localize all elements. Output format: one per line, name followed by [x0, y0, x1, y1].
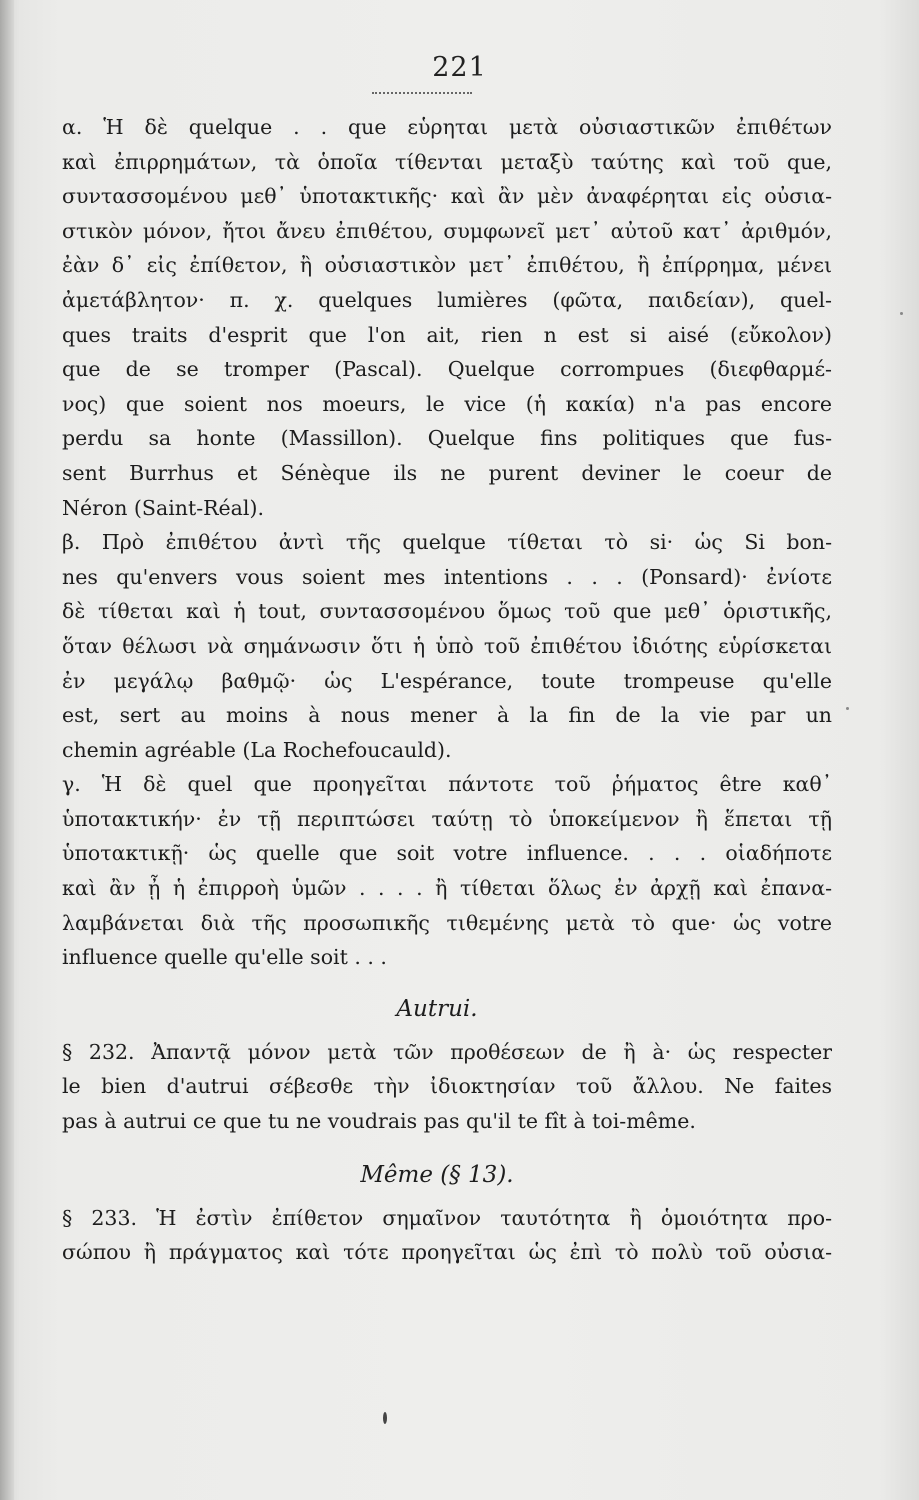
section-heading-meme: Même (§ 13).	[360, 1161, 514, 1188]
text-line: γ. Ἡ δὲ quel que προηγεῖται πάντοτε τοῦ ῥήματος être καθ᾽	[62, 772, 832, 797]
text-line: δὲ τίθεται καὶ ἡ tout, συντασσομένου ὅμως τοῦ que μεθ᾽ ὁριστικῆς,	[62, 599, 832, 624]
text-line: ὑποτακτικῇ· ὡς quelle que soit votre influence. . . . οἱαδήποτε	[62, 841, 832, 866]
text-line: ἐὰν δ᾽ εἰς ἐπίθετον, ἢ οὐσιαστικὸν μετ᾽ ἐπιθέτου, ἢ ἐπίρρημα, μένει	[62, 253, 832, 278]
text-line: ὅταν θέλωσι νὰ σημάνωσιν ὅτι ἡ ὑπὸ τοῦ ἐπιθέτου ἰδιότης εὑρίσκεται	[62, 633, 832, 658]
text-line: καὶ ἂν ᾖ ἡ ἐπιρροὴ ὑμῶν . . . . ἢ τίθεται ὅλως ἐν ἀρχῇ καὶ ἐπανα-	[62, 876, 832, 901]
text-line: λαμβάνεται διὰ τῆς προσωπικῆς τιθεμένης μετὰ τὸ que· ὡς votre	[62, 910, 832, 935]
text-line: sent Burrhus et Sénèque ils ne purent deviner le coeur de	[62, 460, 832, 485]
page-spine-shadow	[0, 0, 14, 1500]
text-line: καὶ ἐπιρρημάτων, τὰ ὁποῖα τίθενται μεταξὺ ταύτης καὶ τοῦ que,	[62, 149, 832, 174]
text-line: influence quelle qu'elle soit . . .	[62, 945, 387, 970]
page-number: 221	[432, 52, 487, 83]
text-line: σώπου ἢ πράγματος καὶ τότε προηγεῖται ὡς ἐπὶ τὸ πολὺ τοῦ οὐσια-	[62, 1240, 832, 1265]
text-line: συντασσομένου μεθ᾽ ὑποτακτικῆς· καὶ ἂν μὲν ἀναφέρηται εἰς οὐσια-	[62, 184, 832, 209]
page-body	[62, 110, 832, 1270]
text-line: νος) que soient nos moeurs, le vice (ἡ κακία) n'a pas encore	[62, 391, 832, 416]
text-line: α. Ἡ δὲ quelque . . que εὑρηται μετὰ οὐσιαστικῶν ἐπιθέτων	[62, 115, 832, 139]
text-line: perdu sa honte (Massillon). Quelque fins politiques que fus-	[62, 426, 832, 451]
text-line: β. Πρὸ ἐπιθέτου ἀντὶ τῆς quelque τίθεται τὸ si· ὡς Si bon-	[62, 530, 832, 555]
ink-speck	[900, 312, 903, 315]
text-line: est, sert au moins à nous mener à la fin de la vie par un	[62, 703, 832, 728]
page-number-rule	[372, 92, 472, 94]
text-line: nes qu'envers vous soient mes intentions . . . (Ponsard)· ἐνίοτε	[62, 564, 832, 589]
text-line: ἀμετάβλητον· π. χ. quelques lumières (φῶτα, παιδείαν), quel-	[62, 287, 832, 312]
text-line: pas à autrui ce que tu ne voudrais pas qu'il te fît à toi-même.	[62, 1109, 696, 1134]
text-line: Néron (Saint-Réal).	[62, 495, 264, 520]
ink-speck	[383, 1412, 387, 1424]
section-heading-autrui: Autrui.	[396, 995, 478, 1022]
text-line: que de se tromper (Pascal). Quelque corrompues (διεφθαρμέ-	[62, 357, 832, 382]
text-line: § 233. Ἡ ἐστὶν ἐπίθετον σημαῖνον ταυτότητα ἢ ὁμοιότητα προ-	[62, 1205, 832, 1230]
ink-speck	[846, 707, 849, 710]
text-line: ὑποτακτικήν· ἐν τῇ περιπτώσει ταύτῃ τὸ ὑποκείμενον ἢ ἕπεται τῇ	[62, 806, 832, 831]
text-line: chemin agréable (La Rochefoucauld).	[62, 737, 452, 762]
text-line: ἐν μεγάλῳ βαθμῷ· ὡς L'espérance, toute trompeuse qu'elle	[62, 668, 832, 693]
text-line: στικὸν μόνον, ἤτοι ἄνευ ἐπιθέτου, συμφωνεῖ μετ᾽ αὐτοῦ κατ᾽ ἀριθμόν,	[62, 218, 832, 243]
text-line: ques traits d'esprit que l'on ait, rien n est si aisé (εὔκολον)	[62, 322, 832, 347]
text-line: le bien d'autrui σέβεσθε τὴν ἰδιοκτησίαν τοῦ ἄλλου. Ne faites	[62, 1074, 832, 1099]
text-line: § 232. Ἀπαντᾷ μόνον μετὰ τῶν προθέσεων de ἢ à· ὡς respecter	[62, 1039, 832, 1064]
